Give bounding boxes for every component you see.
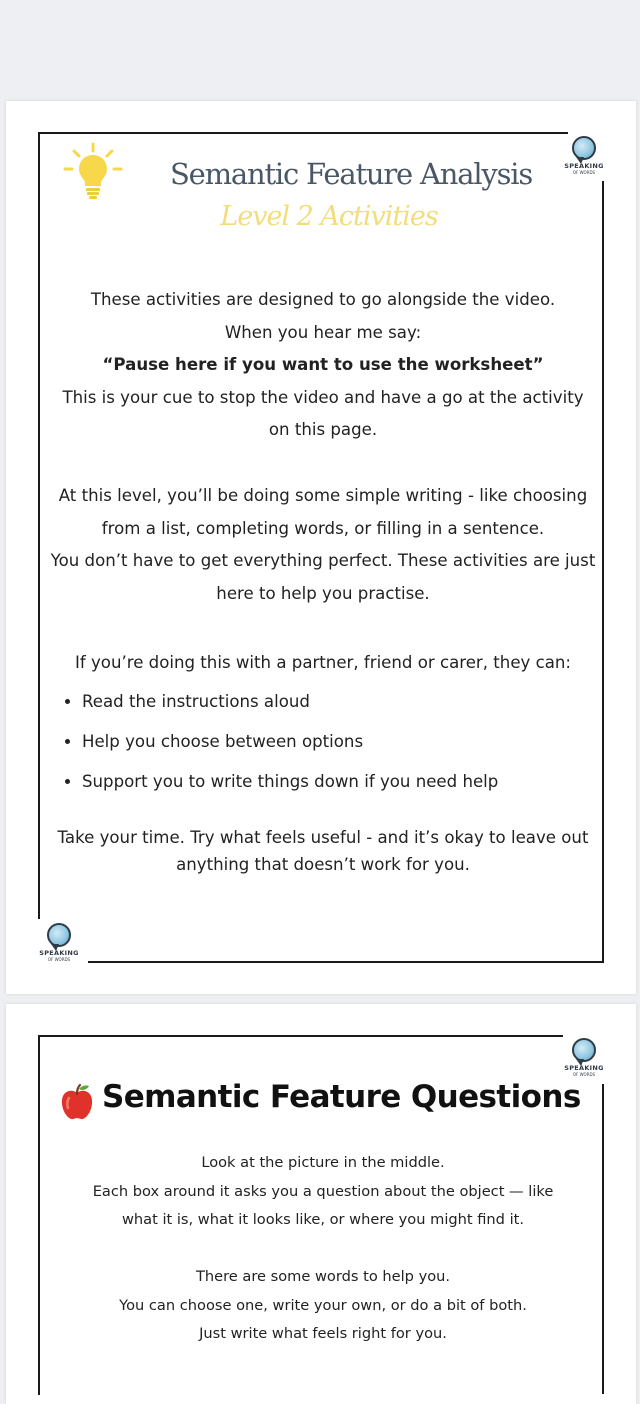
speaking-of-words-logo-footer: [36, 923, 82, 962]
word-help-paragraph: [42, 1263, 604, 1349]
logo-text-line1: SPEAKING: [564, 1064, 604, 1072]
intro-line: These activities are designed to go alongside the video.: [90, 290, 556, 309]
intro-paragraph: [42, 284, 604, 447]
logo-text-line2: OF WORDS: [572, 170, 596, 175]
page-title: Semantic Feature Questions: [102, 1079, 581, 1115]
instruction-line: Look at the picture in the middle.: [201, 1154, 445, 1171]
logo-text-line2: OF WORDS: [47, 957, 71, 962]
worksheet-page-2: [6, 1004, 636, 1404]
list-item: • Support you to write things down if you need help: [82, 762, 498, 802]
instruction-line: what it is, what it looks like, or where you might find it.: [121, 1211, 525, 1228]
page-subtitle: Level 2 Activities: [220, 201, 438, 232]
worksheet-page-1: [6, 101, 636, 994]
speaking-of-words-logo: [561, 1038, 607, 1077]
apple-icon: [60, 1083, 94, 1121]
closing-line: anything that doesn’t work for you.: [176, 855, 470, 874]
frame-bottom-line: [88, 961, 604, 963]
instruction-line: You can choose one, write your own, or do a bit of both.: [119, 1296, 527, 1314]
level-paragraph: [42, 480, 604, 610]
speech-bubble-logo-icon: [47, 923, 71, 947]
level-line: here to help you practise.: [216, 583, 430, 603]
frame-top-line: [38, 1035, 563, 1037]
intro-line: on this page.: [268, 420, 378, 439]
speech-bubble-logo-icon: [572, 1038, 596, 1062]
instruction-line: Just write what feels right for you.: [199, 1325, 447, 1342]
instruction-line: There are some words to help you.: [195, 1268, 451, 1285]
frame-top-line: [38, 132, 568, 134]
logo-text-line2: OF WORDS: [572, 1072, 596, 1077]
level-line: from a list, completing words, or filling in a sentence.: [101, 518, 545, 538]
intro-quote: “Pause here if you want to use the worksheet”: [102, 355, 544, 374]
closing-paragraph: [42, 824, 604, 878]
partner-intro-text: If you’re doing this with a partner, friend or carer, they can:: [74, 653, 572, 672]
frame-left-line: [38, 1035, 40, 1395]
level-line: At this level, you’ll be doing some simple writing - like choosing: [58, 486, 588, 505]
intro-line: This is your cue to stop the video and have a go at the activity: [62, 387, 584, 407]
list-item: • Read the instructions aloud: [82, 682, 498, 722]
instructions-paragraph: [42, 1149, 604, 1235]
instruction-line: Each box around it asks you a question about the object — like: [92, 1182, 554, 1200]
list-item: • Help you choose between options: [82, 722, 498, 762]
page-title: Semantic Feature Analysis: [169, 157, 533, 191]
logo-text-line1: SPEAKING: [39, 949, 79, 957]
intro-line: When you hear me say:: [224, 322, 422, 342]
frame-left-line: [38, 132, 40, 919]
logo-text-line1: SPEAKING: [564, 162, 604, 170]
closing-line: Take your time. Try what feels useful - and it’s okay to leave out: [57, 828, 589, 847]
level-line: You don’t have to get everything perfect. These activities are just: [50, 551, 596, 570]
partner-intro: [42, 647, 604, 680]
helper-list: [58, 682, 498, 802]
